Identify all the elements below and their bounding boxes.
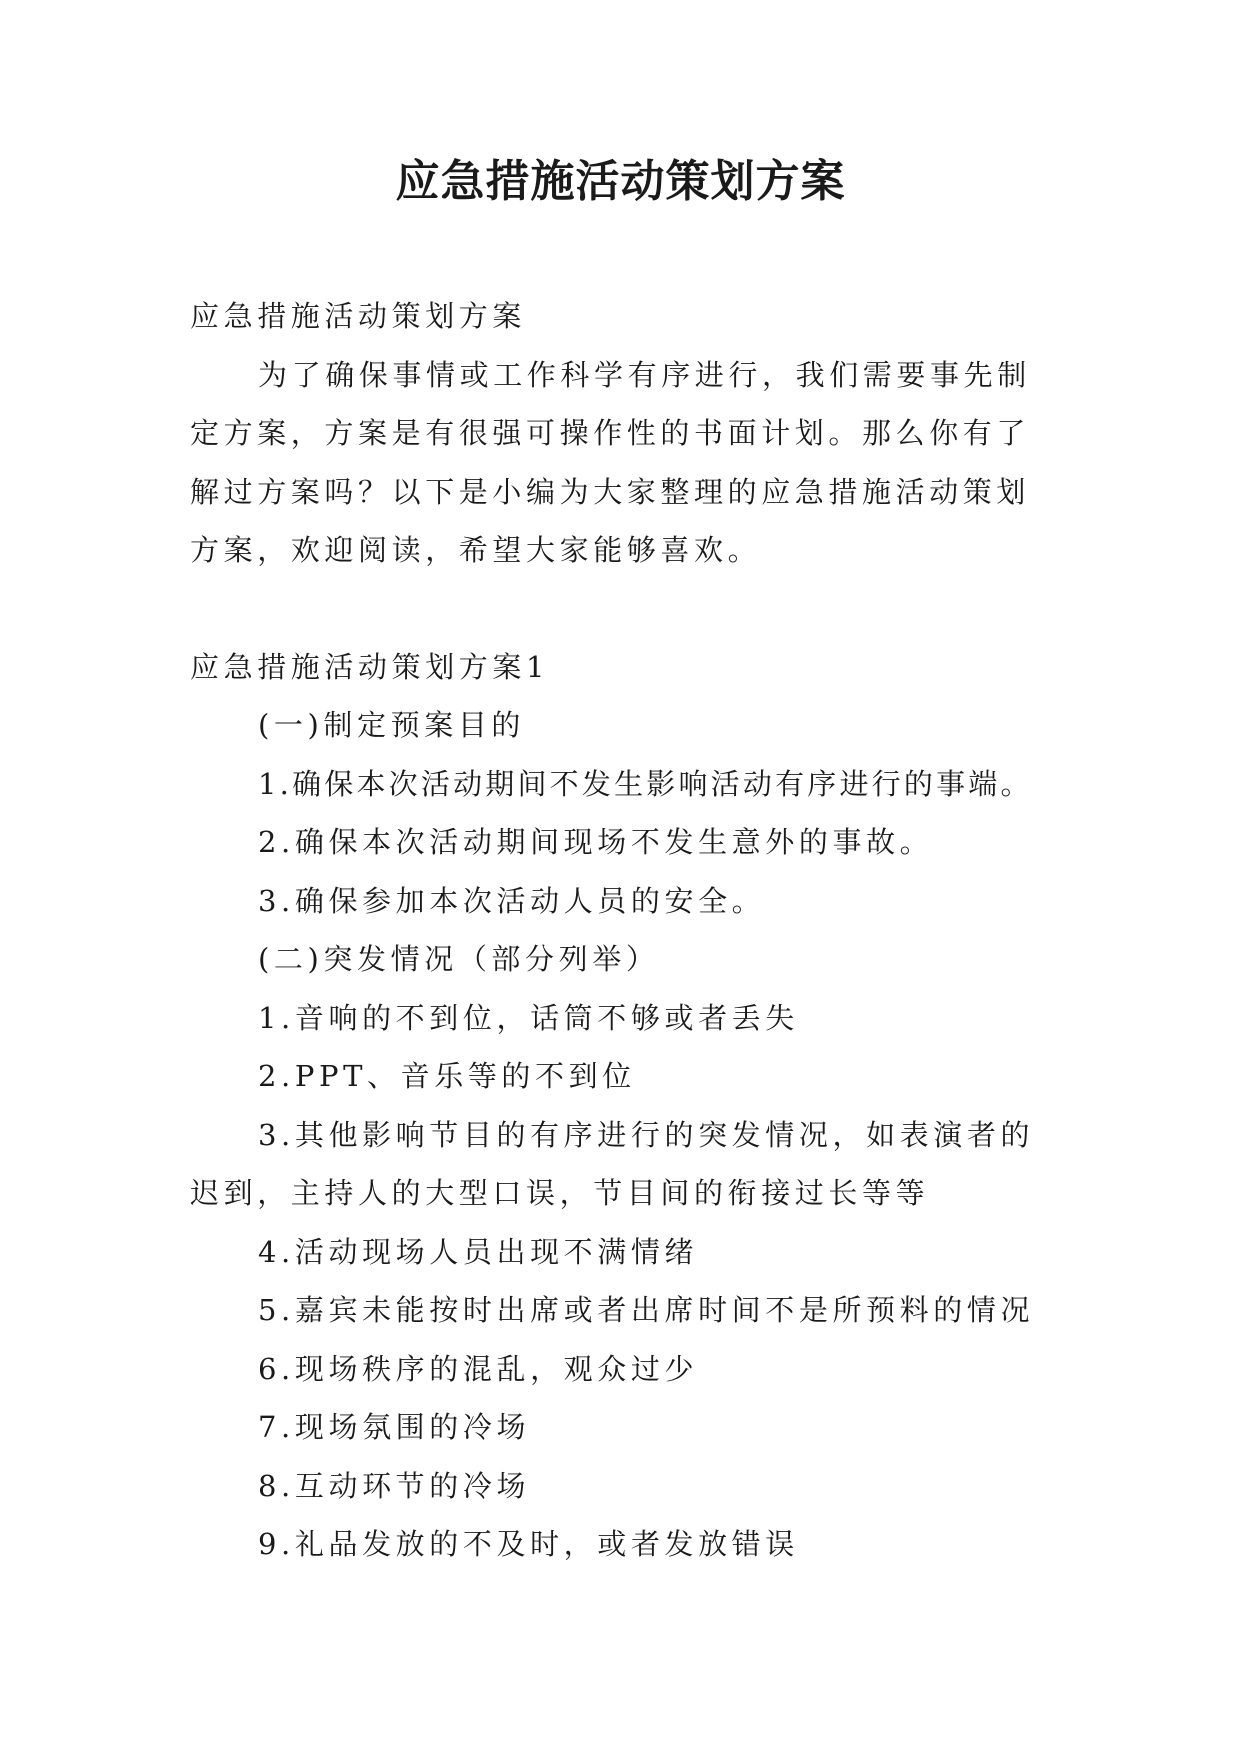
part-heading: (二)突发情况（部分列举） — [258, 942, 660, 976]
list-item: 2.确保本次活动期间现场不发生意外的事故。 — [258, 825, 934, 859]
list-item: 1.确保本次活动期间不发生影响活动有序进行的事端。 — [258, 766, 1033, 801]
section-heading: 应急措施活动策划方案1 — [190, 649, 550, 684]
list-item: 1.音响的不到位，话筒不够或者丢失 — [258, 1000, 799, 1035]
list-item: 5.嘉宾未能按时出席或者出席时间不是所预料的情况 — [258, 1293, 1035, 1327]
list-item: 2.PPT、音乐等的不到位 — [258, 1059, 636, 1093]
intro-paragraph: 为了确保事情或工作科学有序进行，我们需要事先制定方案，方案是有很强可操作性的书面计划。那么你有了解过方案吗？以下是小编为大家整理的应急措施活动策划方案，欢迎阅读，希望大家能够喜欢。 — [190, 357, 1031, 567]
document-subtitle: 应急措施活动策划方案 — [190, 299, 527, 333]
document-title: 应急措施活动策划方案 — [395, 156, 846, 207]
list-item: 6.现场秩序的混乱，观众过少 — [258, 1351, 699, 1386]
list-item: 3.确保参加本次活动人员的安全。 — [258, 883, 766, 918]
list-item: 8.互动环节的冷场 — [258, 1468, 531, 1503]
list-item: 7.现场氛围的冷场 — [258, 1410, 531, 1444]
part-heading: (一)制定预案目的 — [258, 708, 526, 742]
paragraph-spacer — [190, 580, 1062, 638]
list-item: 9.礼品发放的不及时，或者发放错误 — [258, 1527, 799, 1561]
list-item: 3.其他影响节目的有序进行的突发情况，如表演者的迟到，主持人的大型口误，节目间的衔接过长等等 — [190, 1117, 1035, 1210]
list-item: 4.活动现场人员出现不满情绪 — [258, 1234, 699, 1269]
document-body — [190, 287, 1062, 1574]
